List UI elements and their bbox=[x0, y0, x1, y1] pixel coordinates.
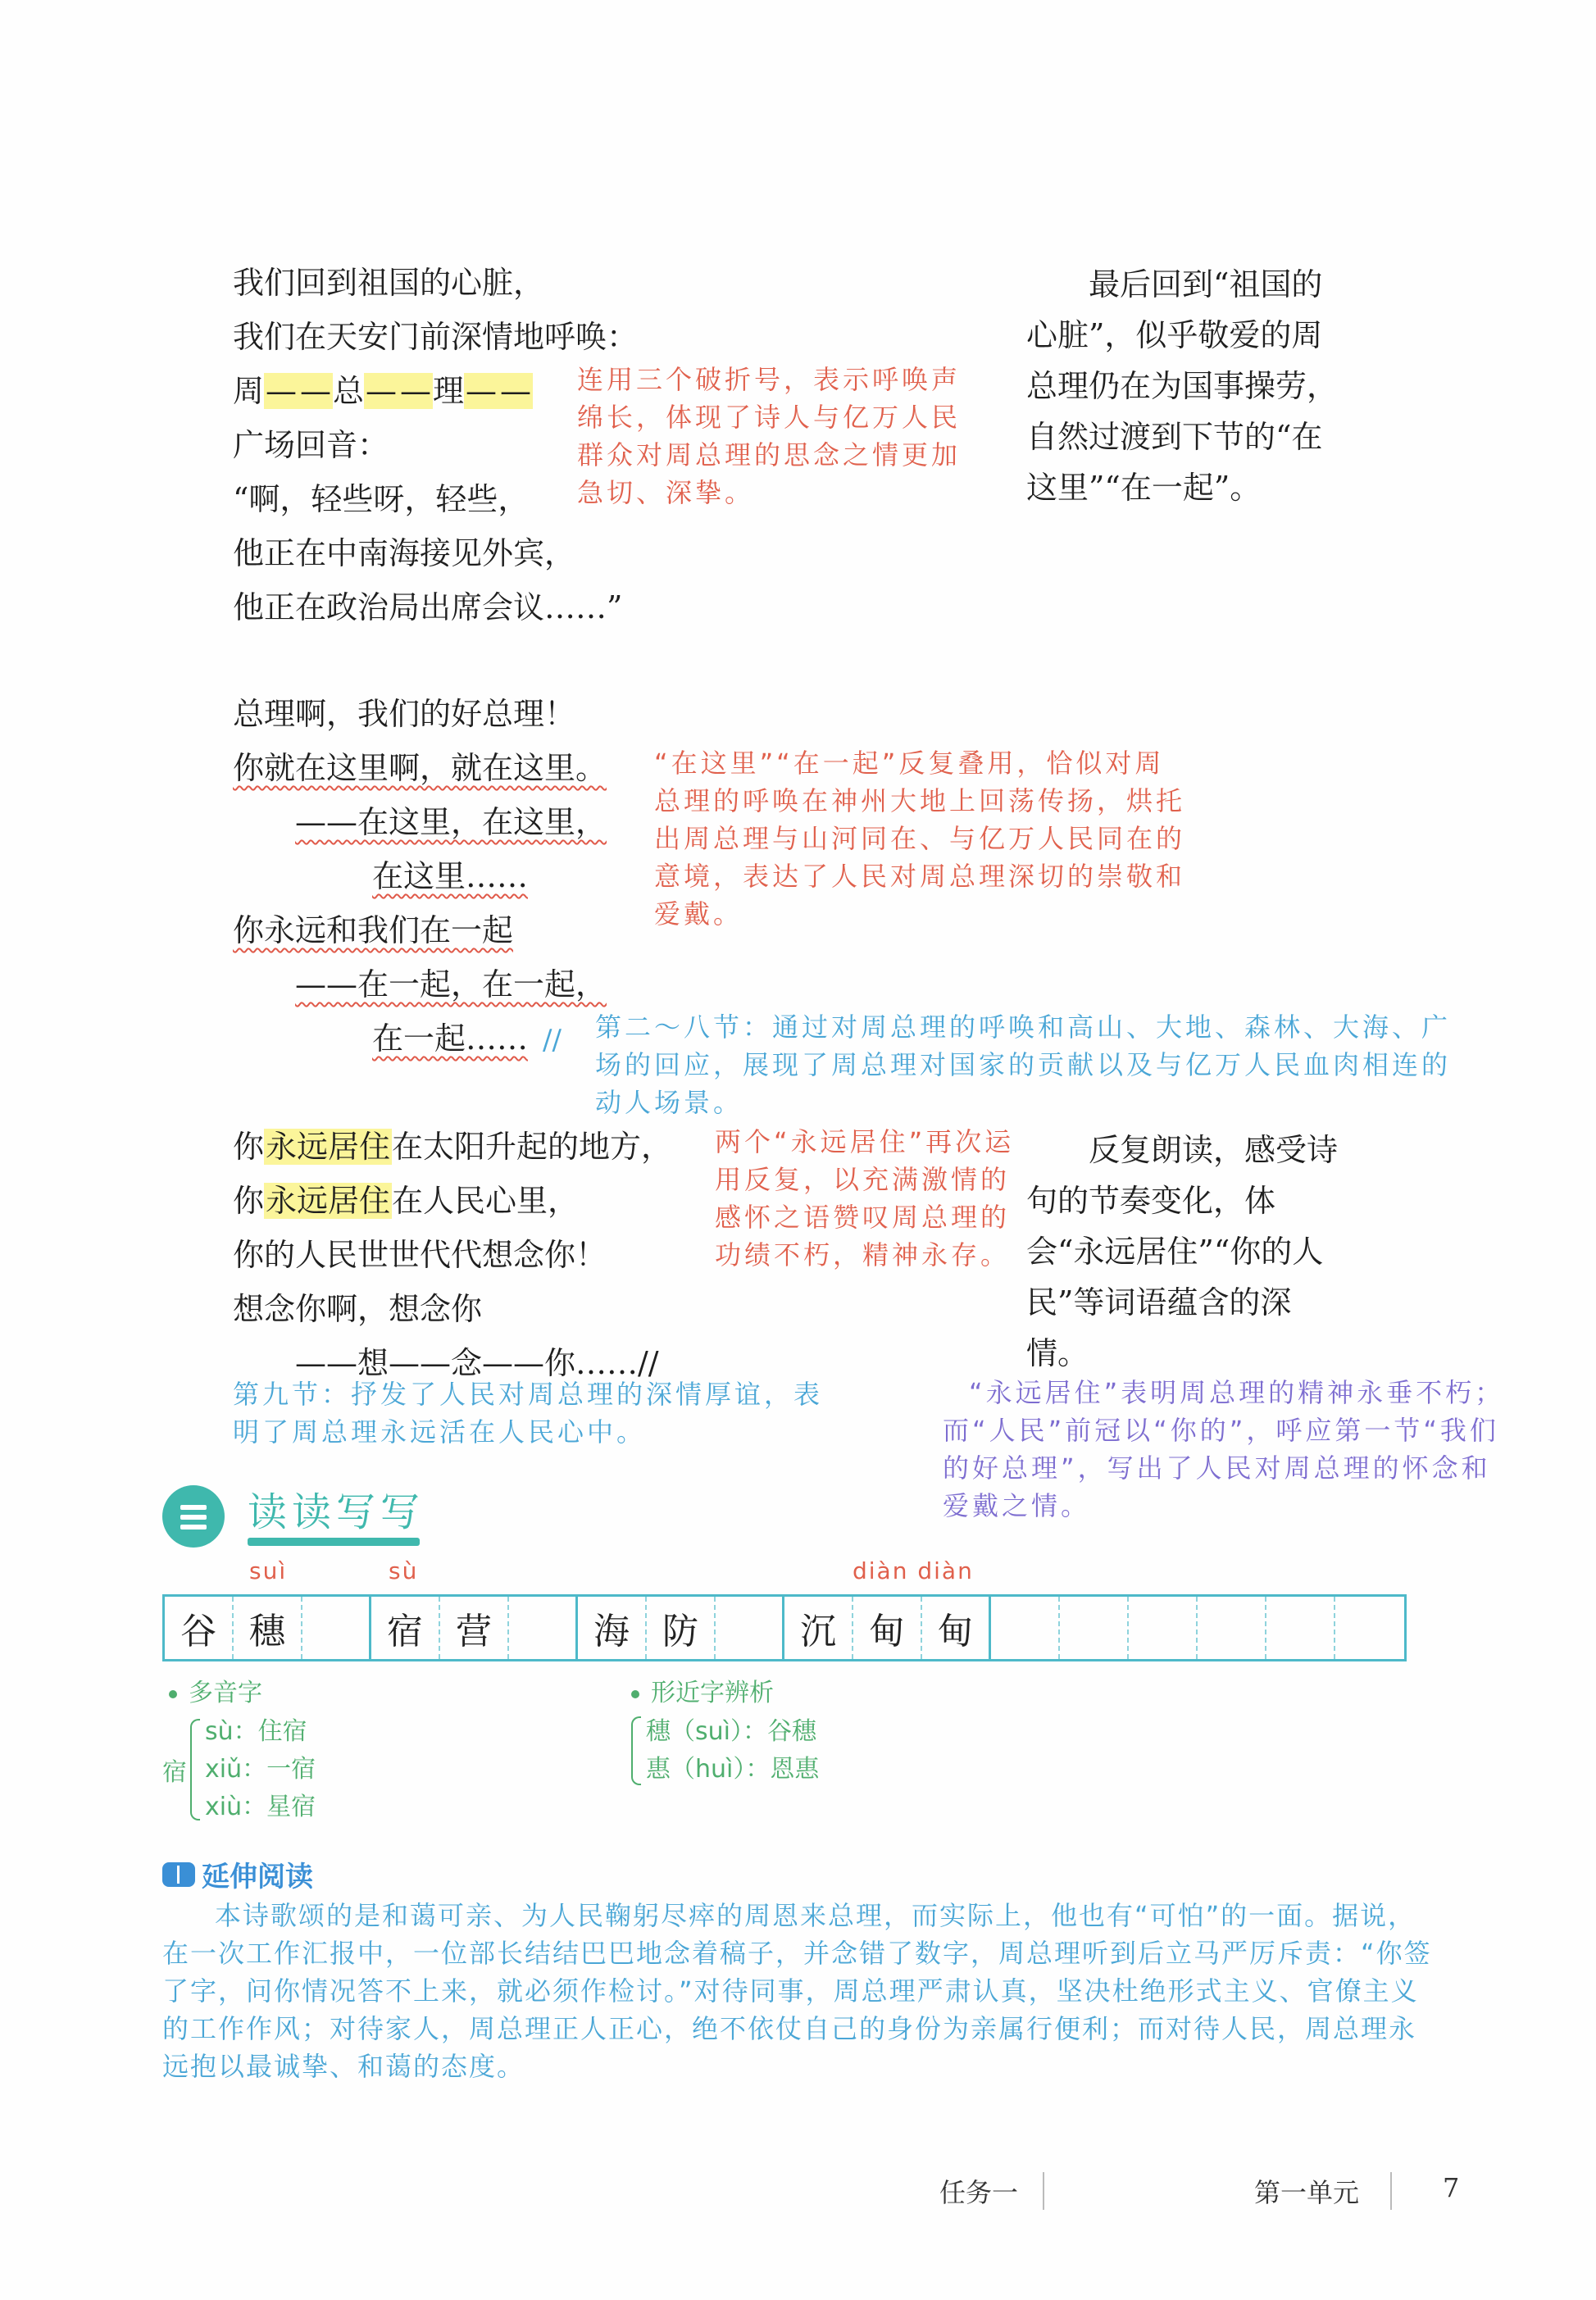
wavy-underlined-line: ——在这里，在这里， bbox=[295, 804, 607, 840]
annotation-forever: 两个“永远居住”再次运用反复，以充满激情的感怀之语赞叹周总理的功绩不朽，精神永存。 bbox=[715, 1126, 1015, 1270]
bullet-icon bbox=[169, 1690, 177, 1698]
annotation-sections-2-8: 第二～八节：通过对周总理的呼唤和高山、大地、森林、大海、广场的回应，展现了周总理对国家的贡献以及与亿万人民血肉相连的动人场景。 bbox=[595, 1011, 1452, 1118]
dash-highlighted-line: 周— —总— —理— — bbox=[233, 373, 532, 409]
grid-cell: 甸 bbox=[922, 1597, 991, 1659]
grid-cell: 甸 bbox=[853, 1597, 922, 1659]
polyphonic-item: xiǔ：一宿 bbox=[205, 1755, 316, 1784]
text-fragment: 你 bbox=[233, 1183, 265, 1219]
poem-line bbox=[233, 1174, 741, 1228]
poem-line: 他正在政治局出席会议……” bbox=[233, 589, 623, 625]
grid-cell bbox=[1129, 1597, 1198, 1659]
text-fragment: 你 bbox=[233, 1129, 265, 1165]
character-writing-grid bbox=[162, 1594, 1407, 1661]
pinyin-su: sù bbox=[389, 1557, 419, 1584]
poem-line bbox=[233, 1120, 741, 1174]
polyphonic-title-text: 多音字 bbox=[189, 1679, 262, 1707]
similar-item: 穗（suì）：谷穗 bbox=[646, 1717, 816, 1746]
text-fragment: 在人民心里， bbox=[392, 1183, 580, 1219]
poem-line bbox=[233, 741, 659, 795]
pinyin-dian: diàn diàn bbox=[853, 1557, 974, 1584]
highlight-forever: 永远居住 bbox=[266, 1183, 391, 1219]
annotation-purple: “永远居住”表明周总理的精神永垂不朽；而“人民”前冠以“你的”，呼应第一节“我们的好总理”，写出了人民对周总理的怀念和爱戴之情。 bbox=[943, 1377, 1505, 1521]
poem-stanza-1 bbox=[233, 256, 639, 634]
poem-line bbox=[233, 795, 659, 849]
similar-chars-box bbox=[631, 1672, 819, 1789]
grid-cell bbox=[1060, 1597, 1129, 1659]
grid-cell bbox=[716, 1597, 784, 1659]
pinyin-sui: suì bbox=[249, 1557, 288, 1584]
poem-line: ——想——念——你……// bbox=[295, 1345, 659, 1381]
wavy-underlined-line: 你就在这里啊，就在这里。 bbox=[233, 750, 607, 786]
grid-cell: 穗 bbox=[234, 1597, 302, 1659]
annotation-here-together: “在这里”“在一起”反复叠用，恰似对周总理的呼唤在神州大地上回荡传扬，烘托出周总理与山河同在、与亿万人民同在的意境，表达了人民对周总理深切的崇敬和爱戴。 bbox=[654, 748, 1186, 930]
extended-reading-title-text: 延伸阅读 bbox=[202, 1861, 313, 1893]
poem-line bbox=[233, 957, 659, 1011]
similar-title-text: 形近字辨析 bbox=[651, 1679, 774, 1707]
poem-line: 总理啊，我们的好总理！ bbox=[233, 696, 576, 732]
footer-divider bbox=[1390, 2172, 1392, 2210]
wavy-underlined-line: 在这里…… bbox=[372, 858, 529, 894]
grid-cell: 沉 bbox=[784, 1597, 853, 1659]
brace-icon bbox=[631, 1716, 641, 1785]
poem-line: 我们回到祖国的心脏， bbox=[233, 265, 545, 301]
grid-cell: 谷 bbox=[165, 1597, 234, 1659]
dash-highlight: — bbox=[466, 373, 498, 409]
annotation-section-9: 第九节：抒发了人民对周总理的深情厚谊，表明了周总理永远活在人民心中。 bbox=[233, 1379, 824, 1448]
dash-highlight: — bbox=[400, 373, 432, 409]
wavy-underlined-line: ——在一起，在一起， bbox=[295, 966, 607, 1002]
extended-reading-body bbox=[162, 1897, 1441, 2085]
dash-highlight: — bbox=[366, 373, 398, 409]
poem-line: 他正在中南海接见外宾， bbox=[233, 535, 576, 571]
bullet-icon bbox=[631, 1690, 639, 1698]
page-number: 7 bbox=[1443, 2172, 1460, 2203]
poem-line: 想念你啊，想念你 bbox=[233, 1291, 483, 1327]
annotation-dashes: 连用三个破折号，表示呼唤声绵长，体现了诗人与亿万人民群众对周总理的思念之情更加急切、深挚。 bbox=[577, 364, 962, 508]
side-note-heart: 最后回到“祖国的心脏”，似乎敬爱的周总理仍在为国事操劳，自然过渡到下节的“在这里”“在一起”。 bbox=[1026, 266, 1339, 506]
side-note-reading: 反复朗读，感受诗句的节奏变化，体会“永远居住”“你的人民”等词语蕴含的深情。 bbox=[1026, 1132, 1339, 1371]
extended-reading-paragraph: 本诗歌颂的是和蔼可亲、为人民鞠躬尽瘁的周恩来总理，而实际上，他也有“可怕”的一面。据说，在一次工作汇报中，一位部长结结巴巴地念着稿子，并念错了数字，周总理听到后立马严厉斥责：“你签了字，问你情况答不上来，就必须作检讨。”对待同事，周总理严肃认真，坚决杜绝形式主义、官僚主义的工作作风；对待家人，周总理正人正心，绝不依仗自己的身份为亲属行便利；而对待人民，周总理永远抱以最诚挚、和蔼的态度。 bbox=[162, 1900, 1432, 2082]
poem-line: 你的人民世世代代想念你！ bbox=[233, 1237, 607, 1273]
poem-line bbox=[233, 364, 577, 418]
highlight-forever: 永远居住 bbox=[266, 1129, 391, 1165]
extended-reading-title bbox=[162, 1854, 313, 1894]
footer-unit: 第一单元 bbox=[1254, 2177, 1360, 2208]
section-title: 读读写写 bbox=[248, 1489, 425, 1535]
grid-cell bbox=[1266, 1597, 1335, 1659]
polyphonic-item: sù：住宿 bbox=[205, 1717, 307, 1746]
footer-divider bbox=[1043, 2172, 1044, 2210]
dash-highlight: — bbox=[300, 373, 332, 409]
grid-cell: 营 bbox=[440, 1597, 509, 1659]
polyphonic-box bbox=[162, 1672, 316, 1826]
dash-highlight: — bbox=[266, 373, 298, 409]
grid-cell: 海 bbox=[578, 1597, 647, 1659]
similar-item: 惠（huì）：恩惠 bbox=[646, 1755, 820, 1784]
grid-cell bbox=[509, 1597, 578, 1659]
poem-line: 广场回音： bbox=[233, 427, 389, 463]
text-fragment: 在太阳升起的地方， bbox=[392, 1129, 673, 1165]
grid-cell bbox=[1335, 1597, 1404, 1659]
polyphonic-title bbox=[169, 1672, 316, 1708]
poem-stanza-3 bbox=[233, 1120, 741, 1390]
wavy-underlined-line: 在一起…… bbox=[372, 1020, 529, 1057]
brace-icon bbox=[190, 1719, 200, 1820]
footer-task: 任务一 bbox=[939, 2177, 1019, 2208]
poem-line bbox=[233, 903, 659, 957]
similar-title bbox=[631, 1672, 819, 1708]
poem-line bbox=[233, 849, 659, 903]
grid-cell: 宿 bbox=[371, 1597, 440, 1659]
section-title-underline bbox=[248, 1538, 420, 1546]
grid-cell bbox=[302, 1597, 371, 1659]
book-icon bbox=[162, 1862, 195, 1887]
grid-cell bbox=[991, 1597, 1060, 1659]
section-three-icon bbox=[162, 1485, 225, 1548]
grid-cell: 防 bbox=[647, 1597, 716, 1659]
poem-line: 我们在天安门前深情地呼唤： bbox=[233, 319, 639, 355]
polyphonic-char: 宿 bbox=[162, 1758, 187, 1787]
grid-cell bbox=[1198, 1597, 1266, 1659]
dash-highlight: — bbox=[500, 373, 532, 409]
wavy-underlined-line: 你永远和我们在一起 bbox=[233, 912, 514, 948]
poem-line: “啊，轻些呀，轻些， bbox=[233, 481, 530, 517]
section-mark: // bbox=[543, 1024, 562, 1057]
polyphonic-item: xiù：星宿 bbox=[205, 1793, 316, 1821]
